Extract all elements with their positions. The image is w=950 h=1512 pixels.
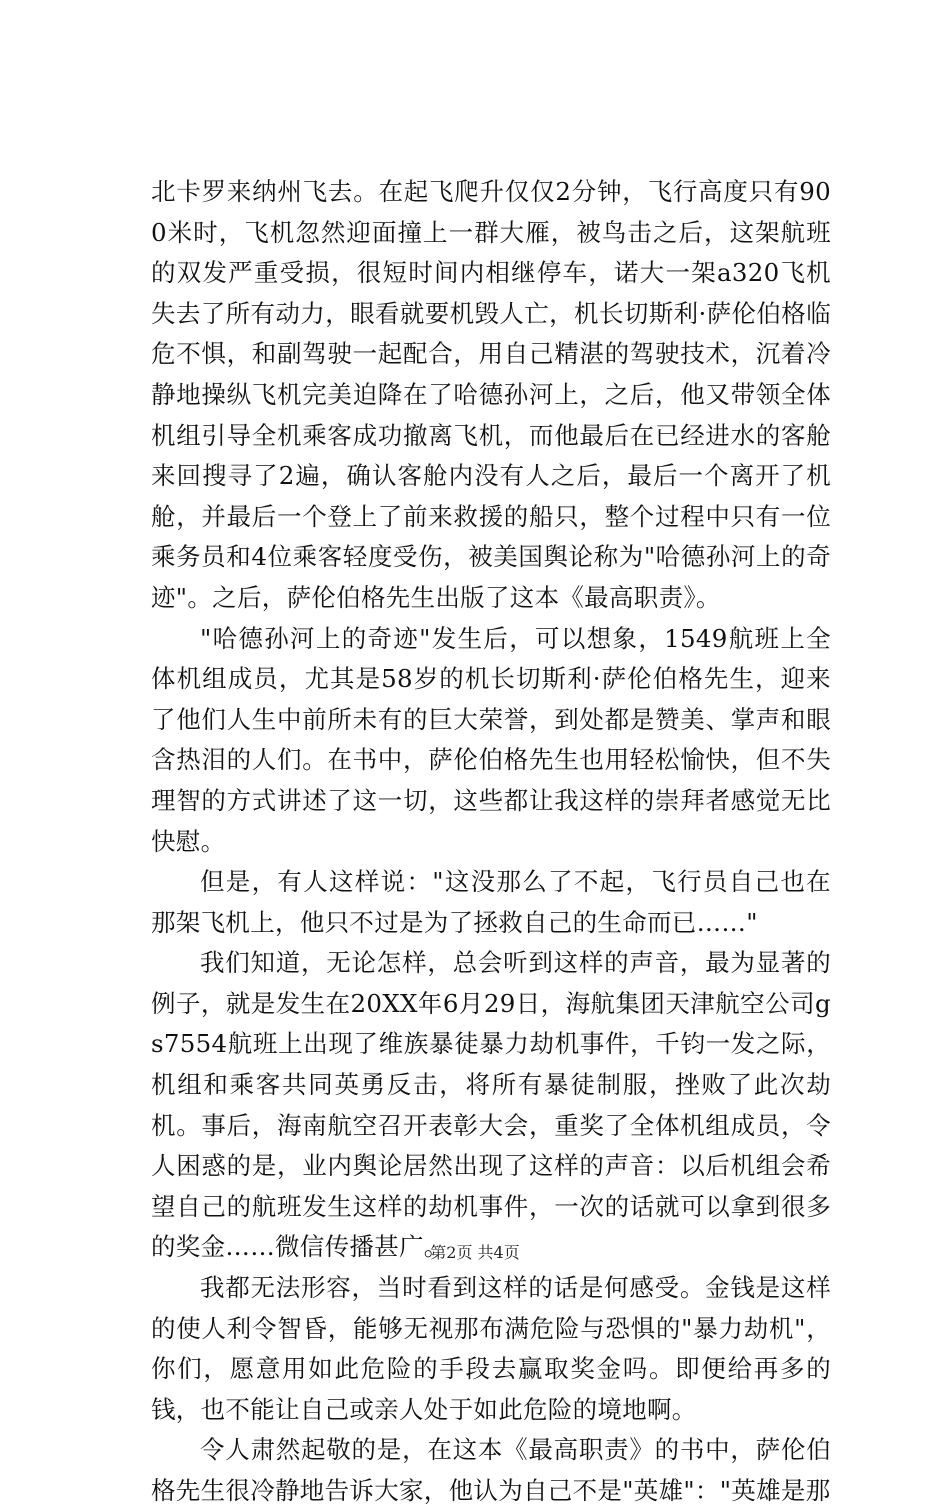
document-body (151, 172, 831, 1512)
paragraph-4: 我们知道，无论怎样，总会听到这样的声音，最为显著的例子，就是发生在20XX年6月29日，海航集团天津航空公司gs7554航班上出现了维族暴徒暴力劫机事件，千钧一发之际，机组和乘客共同英勇反击，将所有暴徒制服，挫败了此次劫机。事后，海南航空召开表彰大会，重奖了全体机组成员，令人困惑的是，业内舆论居然出现了这样的声音：以后机组会希望自己的航班发生这样的劫机事件，一次的话就可以拿到很多的奖金……微信传播甚广。 (151, 948, 831, 1262)
paragraph-3: 但是，有人这样说："这没那么了不起，飞行员自己也在那架飞机上，他只不过是为了拯救自己的生命而已……" (151, 867, 831, 937)
paragraph-1: 北卡罗来纳州飞去。在起飞爬升仅仅2分钟，飞行高度只有900米时，飞机忽然迎面撞上一群大雁，被鸟击之后，这架航班的双发严重受损，很短时间内相继停车，诺大一架a320飞机失去了所有动力，眼看就要机毁人亡，机长切斯利·萨伦伯格临危不惧，和副驾驶一起配合，用自己精湛的驾驶技术，沉着冷静地操纵飞机完美迫降在了哈德孙河上，之后，他又带领全体机组引导全机乘客成功撤离飞机，而他最后在已经进水的客舱来回搜寻了2遍，确认客舱内没有人之后，最后一个离开了机舱，并最后一个登上了前来救援的船只，整个过程中只有一位乘务员和4位乘客轻度受伤，被美国舆论称为"哈德孙河上的奇迹"。之后，萨伦伯格先生出版了这本《最高职责》。 (151, 177, 831, 612)
paragraph-5: 我都无法形容，当时看到这样的话是何感受。金钱是这样的使人利令智昏，能够无视那布满危险与恐惧的"暴力劫机"，你们，愿意用如此危险的手段去赢取奖金吗。即便给再多的钱，也不能让自己或亲人处于如此危险的境地啊。 (151, 1273, 831, 1424)
page-footer: 第2页 共4页 (430, 1243, 520, 1262)
paragraph-6: 令人肃然起敬的是，在这本《最高职责》的书中，萨伦伯格先生很冷静地告诉大家，他认为自己不是"英雄"："英雄是那 (151, 1435, 831, 1505)
paragraph-2: "哈德孙河上的奇迹"发生后，可以想象，1549航班上全体机组成员，尤其是58岁的机长切斯利·萨伦伯格先生，迎来了他们人生中前所未有的巨大荣誉，到处都是赞美、掌声和眼含热泪的人们。在书中，萨伦伯格先生也用轻松愉快，但不失理智的方式讲述了这一切，这些都让我这样的崇拜者感觉无比快慰。 (151, 623, 831, 856)
